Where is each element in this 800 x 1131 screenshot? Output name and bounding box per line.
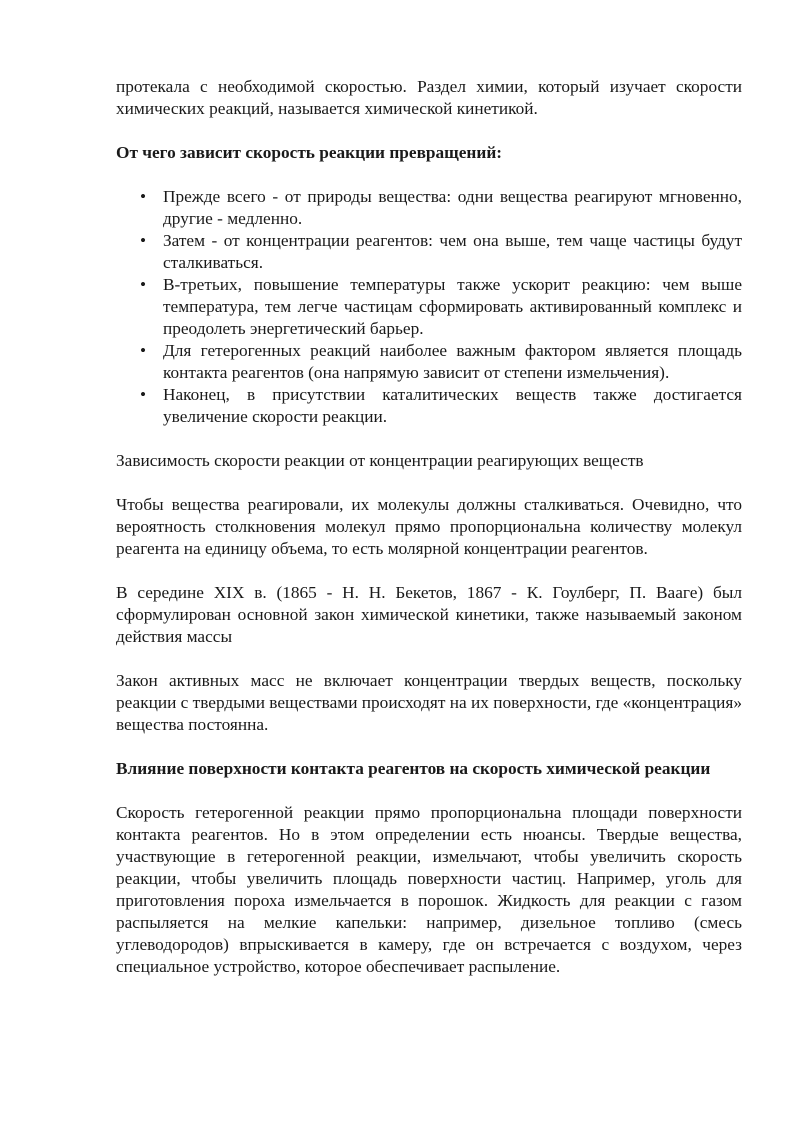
list-item-text: Прежде всего - от природы вещества: одни вещества реагируют мгновенно, другие - медленно. bbox=[163, 187, 742, 228]
bullet-icon: • bbox=[140, 231, 147, 250]
factors-heading: От чего зависит скорость реакции превращений: bbox=[116, 143, 503, 162]
bullet-icon: • bbox=[140, 187, 147, 206]
collisions-paragraph: Чтобы вещества реагировали, их молекулы должны сталкиваться. Очевидно, что вероятность столкновения молекул прямо пропорциональна количеству молекул реагента на единицу объема, то есть молярной концентрации реагентов. bbox=[116, 495, 742, 558]
document-page bbox=[116, 76, 742, 1000]
list-item bbox=[116, 384, 742, 428]
bullet-icon: • bbox=[140, 385, 147, 404]
list-item-text: Наконец, в присутствии каталитических веществ также достигается увеличение скорости реакции. bbox=[163, 385, 742, 426]
concentration-subheading: Зависимость скорости реакции от концентрации реагирующих веществ bbox=[116, 451, 644, 470]
list-item bbox=[116, 274, 742, 340]
solids-paragraph: Закон активных масс не включает концентрации твердых веществ, поскольку реакции с твердыми веществами происходят на их поверхности, где «концентрация» вещества постоянна. bbox=[116, 671, 742, 734]
surface-heading: Влияние поверхности контакта реагентов на скорость химической реакции bbox=[116, 759, 711, 778]
surface-paragraph: Скорость гетерогенной реакции прямо пропорциональна площади поверхности контакта реагентов. Но в этом определении есть нюансы. Твердые вещества, участвующие в гетерогенной реакции, измельчают, чтобы увеличить скорость реакции, чтобы увеличить площадь поверхности частиц. Например, уголь для приготовления пороха измельчается в порошок. Жидкость для реакции с газом распыляется на мелкие капельки: например, дизельное топливо (смесь углеводородов) впрыскивается в камеру, где он встречается с воздухом, через специальное устройство, которое обеспечивает распыление. bbox=[116, 803, 742, 976]
bullet-icon: • bbox=[140, 341, 147, 360]
list-item-text: Затем - от концентрации реагентов: чем она выше, тем чаще частицы будут сталкиваться. bbox=[163, 231, 742, 272]
list-item bbox=[116, 340, 742, 384]
bullet-icon: • bbox=[140, 275, 147, 294]
list-item bbox=[116, 230, 742, 274]
intro-paragraph: протекала с необходимой скоростью. Раздел химии, который изучает скорости химических реакций, называется химической кинетикой. bbox=[116, 77, 742, 118]
list-item bbox=[116, 186, 742, 230]
factors-list bbox=[116, 186, 742, 428]
list-item-text: В-третьих, повышение температуры также ускорит реакцию: чем выше температура, тем легче частицам сформировать активированный комплекс и преодолеть энергетический барьер. bbox=[163, 275, 742, 338]
list-item-text: Для гетерогенных реакций наиболее важным фактором является площадь контакта реагентов (она напрямую зависит от степени измельчения). bbox=[163, 341, 742, 382]
history-paragraph: В середине XIX в. (1865 - Н. Н. Бекетов, 1867 - К. Гоулберг, П. Вааге) был сформулирован основной закон химической кинетики, также называемый законом действия массы bbox=[116, 583, 742, 646]
